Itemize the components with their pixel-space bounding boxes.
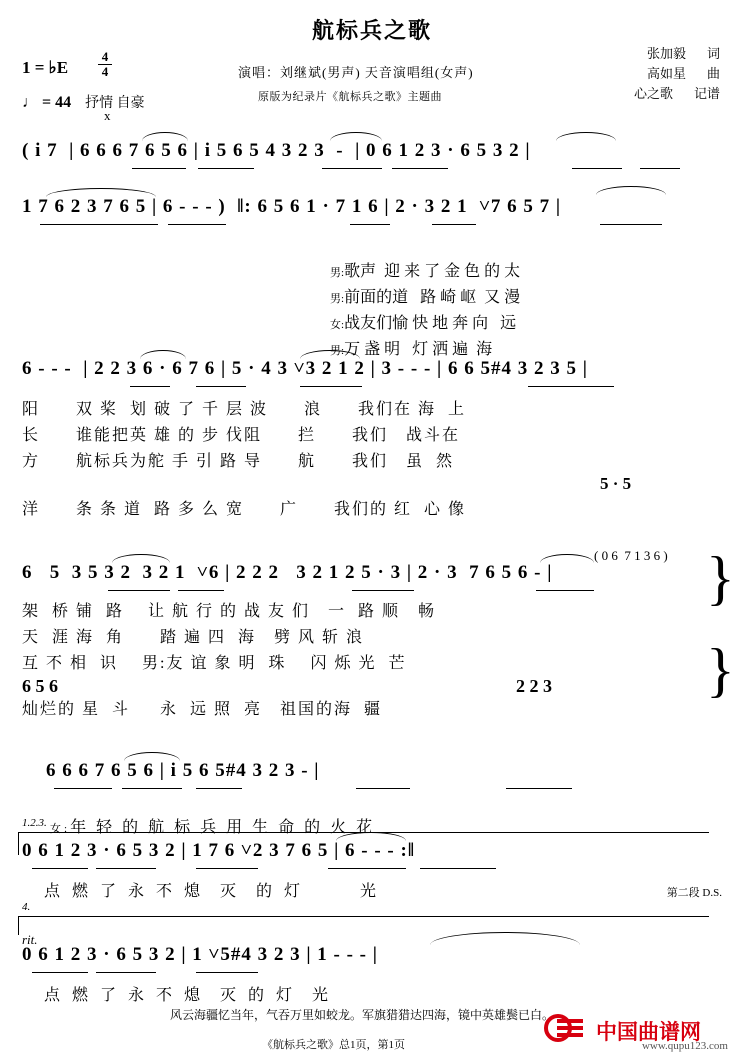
ds-marking: 第二段 D.S.: [666, 887, 722, 899]
lyricist-name: 张加毅: [646, 46, 686, 61]
credits: [634, 44, 720, 104]
system-6-notes: 0 6 1 2 3 · 6 5 3 2 | 1 7 6 ˅2 3 7 6 5 | 6 - - - :‖: [22, 840, 415, 861]
system-2-notes: 1 7 6 2 3 7 6 5 | 6 - - - ) ‖: 6 5 6 1 · 7 1 6 | 2 · 3 2 1 ˅7 6 5 7 |: [22, 196, 562, 217]
system-4-small-notes: ( 0 6 7 1 3 6 ): [594, 548, 668, 563]
meter-denominator: 4: [101, 64, 109, 79]
system-7-notes: 0 6 1 2 3 · 6 5 3 2 | 1 ˅5#4 3 2 3 | 1 - - - |: [22, 944, 378, 965]
lyric-line-11: 互 不 相 识 男:友 谊 象 明 珠 闪 烁 光 芒: [22, 655, 407, 672]
lyric-line-5: 阳 双 桨 划 破 了 千 层 波 浪 我们在 海 上: [22, 401, 467, 418]
lyric-line-1: 歌声 迎 来 了 金 色 的 太: [344, 263, 521, 280]
system-1-notes: ( i 7 | 6 6 6 7 6 5 6 | i 5 6 5 4 3 2 3 - | 0 6 1 2 3 · 6 5 3 2 |: [22, 140, 531, 161]
tempo-value: ♩ = 44: [22, 94, 72, 111]
role-label-4: 男:: [330, 345, 345, 357]
composer-name: 高如星: [646, 66, 686, 81]
bracket-right-2: }: [706, 637, 735, 703]
lyric-line-12: 灿烂的 星 斗 永 远 照 亮 祖国的海 疆: [22, 701, 383, 718]
lyric-line-10: 天 涯 海 角 踏 遍 四 海 劈 风 斩 浪: [22, 629, 365, 646]
footnote: [170, 1006, 554, 1024]
bracket-right-1: }: [706, 545, 735, 611]
role-label-1: 男:: [330, 267, 345, 279]
lyric-line-13-text: 年 轻 的 航 标 兵 用 生 命 的 火 花: [70, 819, 376, 836]
expression-marking: 抒情 自豪: [85, 96, 145, 111]
system-3: [0, 358, 744, 398]
system-4-extra-notes-right: 2 2 3: [516, 676, 552, 696]
system-4-extra-notes-left: 6 5 6: [22, 676, 58, 696]
tempo-marking: [22, 92, 145, 112]
system-3-notes: 6 - - - | 2 2 3 6 · 6 7 6 | 5 · 4 3 ˅3 2 1 2 | 3 - - - | 6 6 5#4 3 2 3 5 |: [22, 358, 588, 379]
page-info: 《航标兵之歌》总1页，第1页: [262, 1039, 405, 1051]
footnote-line-1: 风云海疆忆当年，气吞万里如蛟龙。军旗猎猎达四海，镜中英雄鬓已白。: [170, 1008, 555, 1022]
system-2: [0, 196, 744, 236]
lyric-line-15: 点 燃 了 永 不 熄 灭 的 灯 光: [44, 987, 333, 1004]
verse-lyrics-block-3: [0, 598, 744, 722]
transcriber-name: 心之歌: [633, 86, 673, 101]
page-title: 航标兵之歌: [311, 18, 432, 43]
rit-marking: rit.: [22, 932, 38, 947]
system-3-extra-notes: 5 · 5: [600, 474, 632, 493]
system-4-notes: 6 5 3 5 3 2 3 2 1 ˅6 | 2 2 2 3 2 1 2 5 · 3 | 2 · 3 7 6 5 6 - |: [22, 562, 553, 583]
lyric-line-7: 方 航标兵为舵 手 引 路 导 航 我们 虽 然: [22, 453, 455, 470]
verse-lyrics-block-1: [0, 240, 744, 358]
key-signature: 1 = ♭E: [22, 58, 69, 77]
performers: 演唱：刘继斌(男声) 天音演唱组(女声): [238, 65, 474, 80]
role-label-2: 男:: [330, 293, 345, 305]
lyricist-label: 词: [706, 46, 720, 61]
volta-123-label: 1.2.3.: [22, 817, 47, 829]
volta-4-label: 4.: [22, 901, 31, 913]
system-4: [0, 562, 744, 602]
lyric-line-4: 万 盏 明 灯 洒 遍 海: [344, 341, 493, 358]
lyric-line-3: 战友们愉 快 地 奔 向 远: [344, 315, 517, 332]
role-label-5: 女:: [50, 823, 71, 835]
logo-mark-icon: [544, 1014, 590, 1042]
transcriber-label: 记谱: [693, 86, 720, 101]
logo-text: 中国曲谱网: [596, 1020, 701, 1044]
system-7: [0, 944, 744, 984]
system-5-notes: 6 6 6 7 6 5 6 | i 5 6 5#4 3 2 3 - |: [46, 760, 320, 781]
segno-icon: x: [104, 108, 111, 123]
lyric-line-6: 长 谁能把英 雄 的 步 伐阻 拦 我们 战斗在: [22, 427, 461, 444]
verse-lyrics-block-2: [0, 396, 744, 522]
lyric-line-8: 洋 条 条 道 路 多 么 宽 广 我们的 红 心 像: [22, 501, 467, 518]
role-label-3: 女:: [330, 319, 345, 331]
lyric-line-9: 架 桥 铺 路 让 航 行 的 战 友 们 一 路 顺 畅: [22, 603, 437, 620]
volta-4: [18, 901, 709, 935]
lyric-line-2: 前面的道 路 崎 岖 又 漫: [344, 289, 521, 306]
system-6: [0, 840, 744, 880]
composer-label: 曲: [706, 66, 720, 81]
system-1: [0, 140, 744, 180]
system-5: [0, 760, 744, 800]
logo-url: www.qupu123.com: [641, 1040, 728, 1052]
time-signature: [98, 50, 112, 78]
meter-numerator: 4: [101, 49, 109, 64]
origin-note: 原版为纪录片《航标兵之歌》主题曲: [258, 91, 442, 103]
lyric-line-14: 点 燃 了 永 不 熄 灭 的 灯 光: [44, 883, 381, 900]
